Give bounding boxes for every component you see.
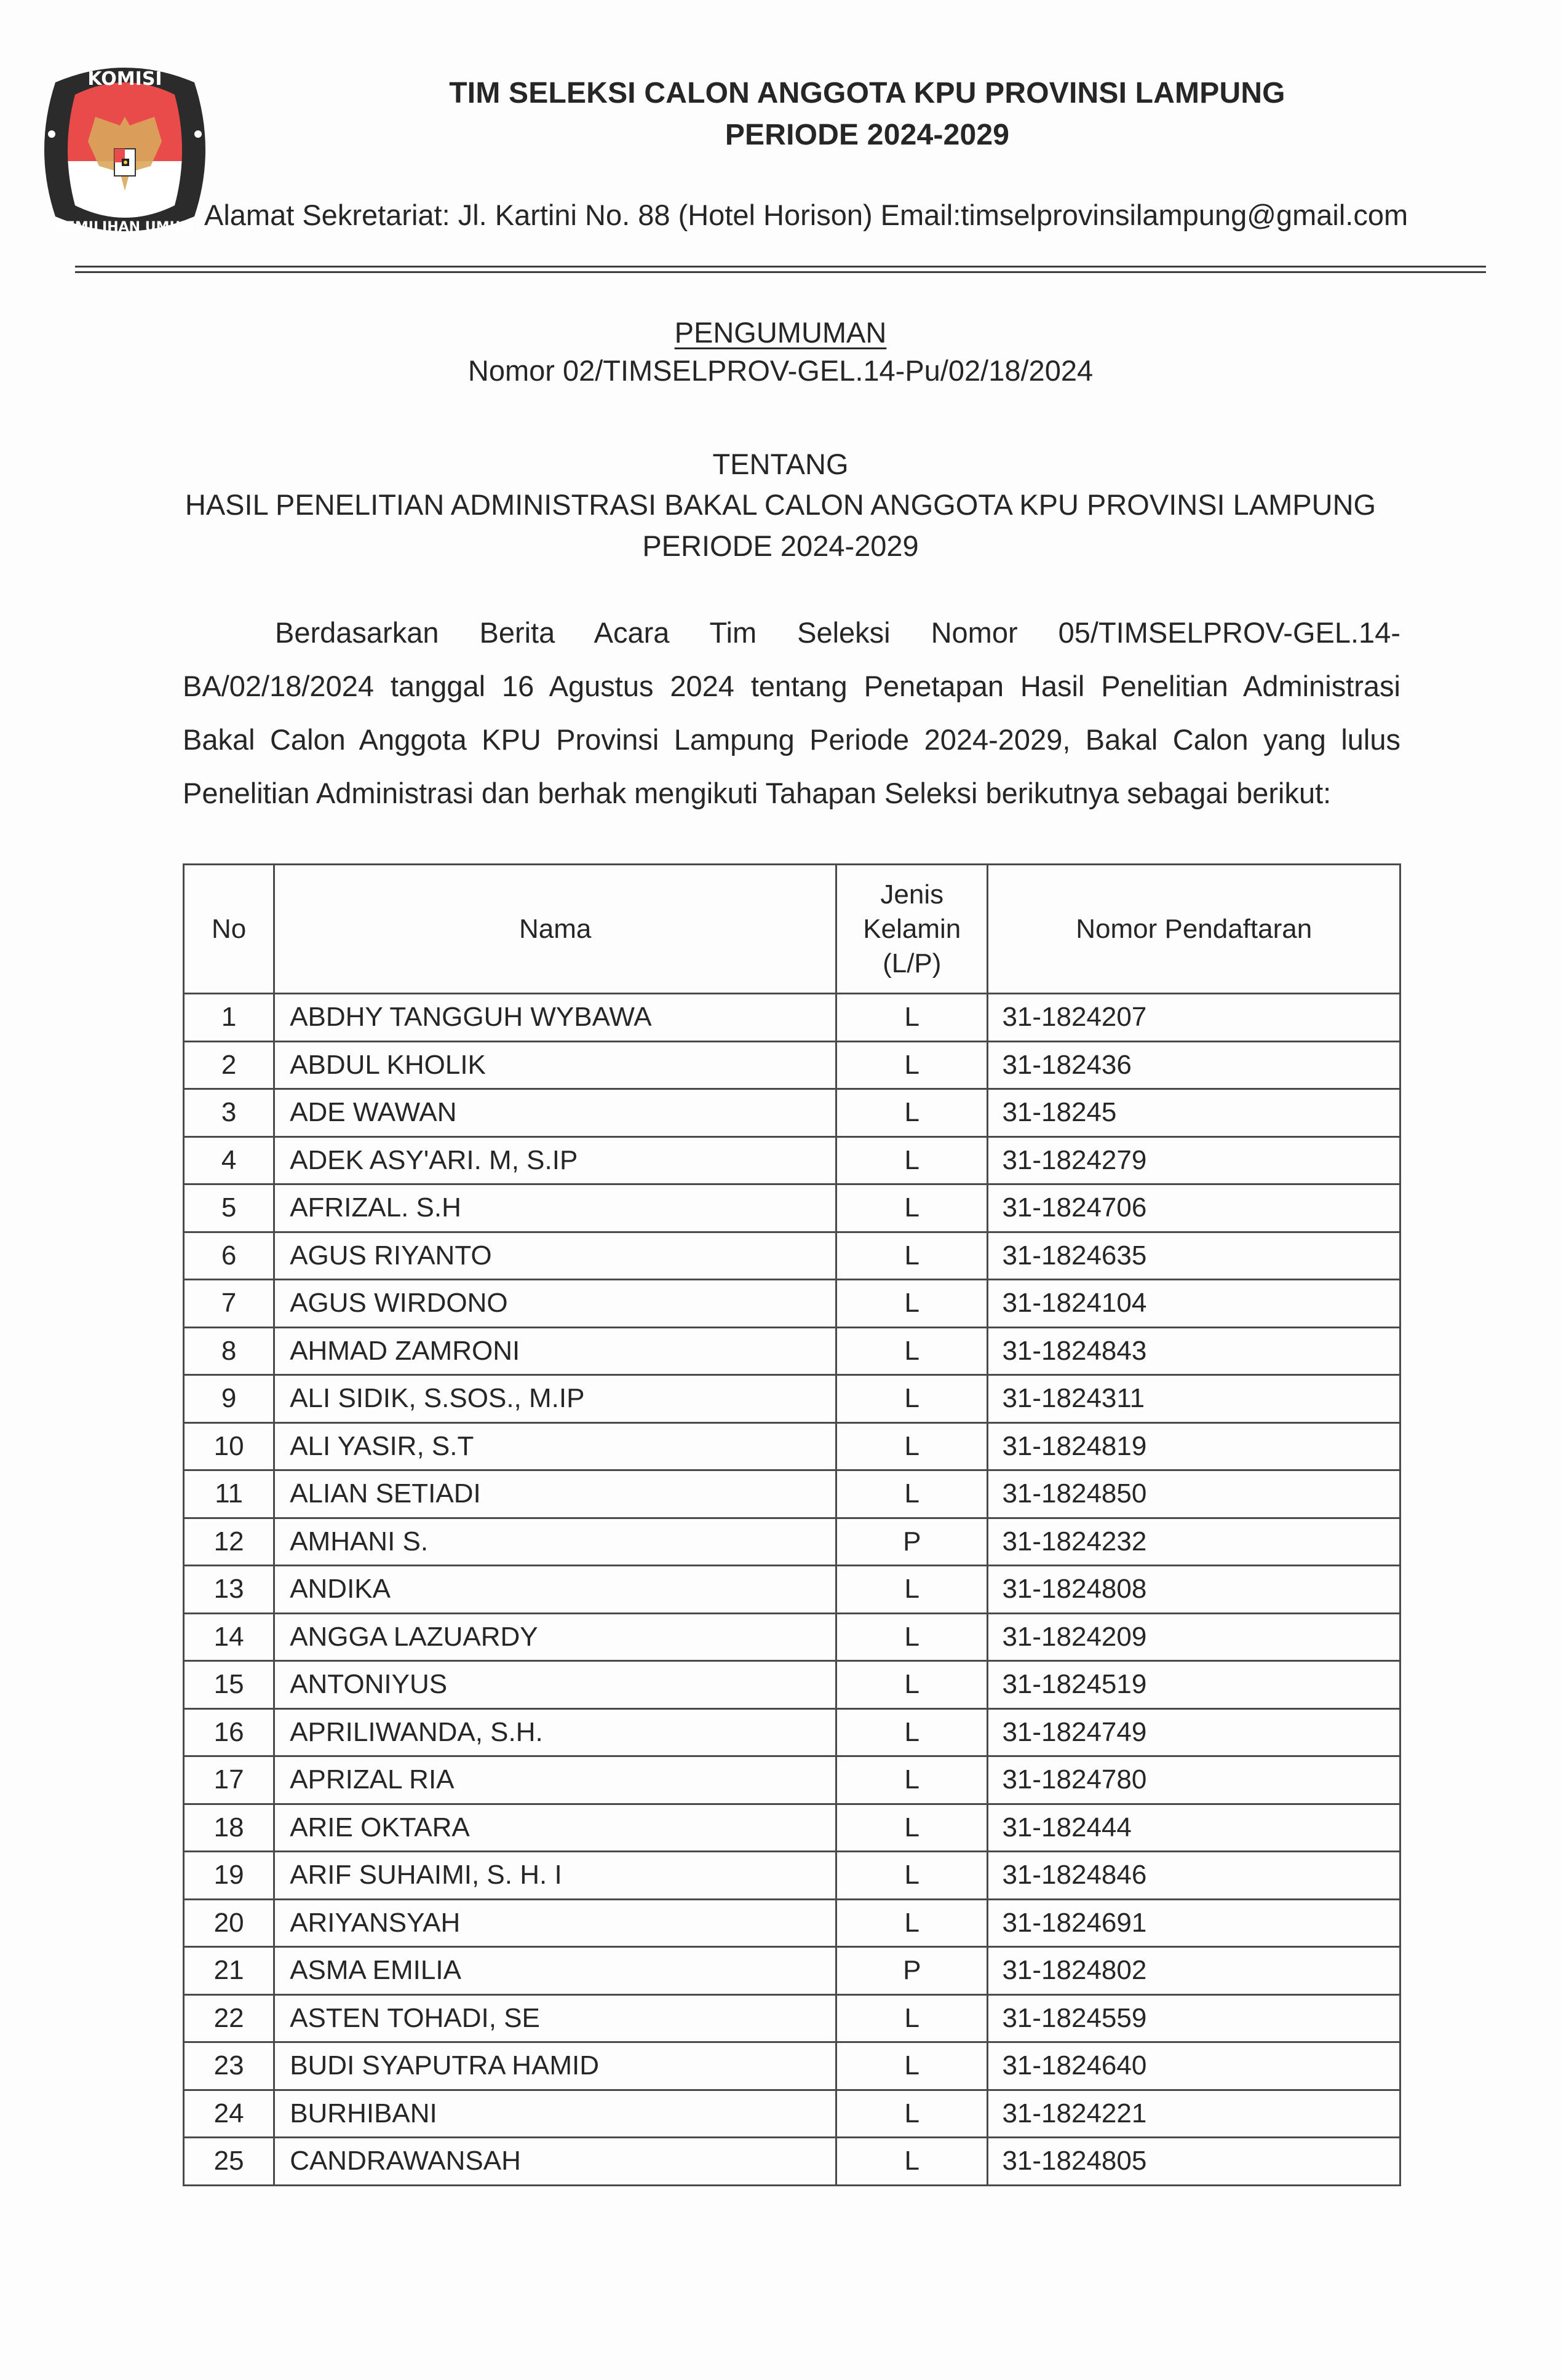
table-row	[184, 1232, 1400, 1280]
announcement-title: PENGUMUMAN	[674, 316, 887, 349]
table-row	[184, 1708, 1400, 1756]
registration-number: 31-18245	[988, 1089, 1400, 1137]
gender: L	[836, 1470, 988, 1518]
gender: L	[836, 2138, 988, 2186]
gender: L	[836, 994, 988, 1042]
gender: L	[836, 1089, 988, 1137]
gender: L	[836, 2042, 988, 2090]
table-row	[184, 1804, 1400, 1852]
registration-number: 31-1824706	[988, 1184, 1400, 1232]
row-number: 22	[184, 1994, 274, 2042]
candidate-name: APRIZAL RIA	[274, 1756, 836, 1804]
registration-number: 31-1824221	[988, 2090, 1400, 2138]
row-number: 24	[184, 2090, 274, 2138]
table-row	[184, 1375, 1400, 1423]
registration-number: 31-1824850	[988, 1470, 1400, 1518]
table-row	[184, 994, 1400, 1042]
announcement-subject: HASIL PENELITIAN ADMINISTRASI BAKAL CALON ANGGOTA KPU PROVINSI LAMPUNG	[185, 488, 1376, 521]
registration-number: 31-1824805	[988, 2138, 1400, 2186]
table-row	[184, 1470, 1400, 1518]
registration-number: 31-1824519	[988, 1661, 1400, 1709]
svg-text:KOMISI: KOMISI	[87, 68, 162, 90]
gender: L	[836, 1422, 988, 1470]
row-number: 2	[184, 1041, 274, 1089]
candidate-name: AFRIZAL. S.H	[274, 1184, 836, 1232]
candidate-name: BUDI SYAPUTRA HAMID	[274, 2042, 836, 2090]
registration-number: 31-1824279	[988, 1136, 1400, 1184]
gender: L	[836, 1852, 988, 1900]
candidate-name: ARIE OKTARA	[274, 1804, 836, 1852]
announcement-number: Nomor 02/TIMSELPROV-GEL.14-Pu/02/18/2024	[467, 354, 1094, 387]
gender: L	[836, 1232, 988, 1280]
gender: L	[836, 1184, 988, 1232]
column-header-nama: Nama	[274, 865, 836, 994]
table-row	[184, 1136, 1400, 1184]
registration-number: 31-182444	[988, 1804, 1400, 1852]
row-number: 16	[184, 1708, 274, 1756]
candidate-name: ABDUL KHOLIK	[274, 1041, 836, 1089]
candidate-name: ANDIKA	[274, 1566, 836, 1614]
gender: L	[836, 1756, 988, 1804]
candidates-table	[183, 863, 1401, 2186]
candidate-name: ABDHY TANGGUH WYBAWA	[274, 994, 836, 1042]
gender: L	[836, 1375, 988, 1423]
table-row	[184, 1852, 1400, 1900]
row-number: 5	[184, 1184, 274, 1232]
table-row	[184, 1422, 1400, 1470]
registration-number: 31-1824635	[988, 1232, 1400, 1280]
gender: L	[836, 1708, 988, 1756]
body-line: Penelitian Administrasi dan berhak mengikuti Tahapan Seleksi berikutnya sebagai berikut:	[183, 777, 1332, 809]
gender: L	[836, 1661, 988, 1709]
gender: L	[836, 1327, 988, 1375]
row-number: 10	[184, 1422, 274, 1470]
candidate-name: ANGGA LAZUARDY	[274, 1613, 836, 1661]
registration-number: 31-1824232	[988, 1518, 1400, 1566]
gender: L	[836, 1994, 988, 2042]
table-row	[184, 1661, 1400, 1709]
table-row	[184, 1947, 1400, 1995]
header-rule-top	[75, 266, 1486, 268]
body-line: Bakal Calon Anggota KPU Provinsi Lampung Periode 2024-2029, Bakal Calon yang lulus	[183, 723, 1400, 756]
body-paragraph	[183, 606, 1400, 820]
registration-number: 31-1824640	[988, 2042, 1400, 2090]
table-row	[184, 2090, 1400, 2138]
row-number: 3	[184, 1089, 274, 1137]
registration-number: 31-182436	[988, 1041, 1400, 1089]
row-number: 12	[184, 1518, 274, 1566]
candidate-name: ALI SIDIK, S.SOS., M.IP	[274, 1375, 836, 1423]
header-rule-bottom	[75, 271, 1486, 273]
table-row	[184, 1613, 1400, 1661]
registration-number: 31-1824802	[988, 1947, 1400, 1995]
row-number: 14	[184, 1613, 274, 1661]
table-row	[184, 1327, 1400, 1375]
registration-number: 31-1824209	[988, 1613, 1400, 1661]
gender: L	[836, 1041, 988, 1089]
registration-number: 31-1824843	[988, 1327, 1400, 1375]
gender: L	[836, 1136, 988, 1184]
gender: L	[836, 1899, 988, 1947]
row-number: 19	[184, 1852, 274, 1900]
candidate-name: BURHIBANI	[274, 2090, 836, 2138]
gender: P	[836, 1947, 988, 1995]
table-row	[184, 1899, 1400, 1947]
body-line: Berdasarkan Berita Acara Tim Seleksi Nomor 05/TIMSELPROV-GEL.14-	[275, 616, 1400, 649]
gender: L	[836, 2090, 988, 2138]
row-number: 6	[184, 1232, 274, 1280]
candidate-name: ALIAN SETIADI	[274, 1470, 836, 1518]
table-row	[184, 1184, 1400, 1232]
column-header-jenis-kelamin: Jenis Kelamin (L/P)	[836, 865, 988, 994]
row-number: 11	[184, 1470, 274, 1518]
secretariat-address: Alamat Sekretariat: Jl. Kartini No. 88 (Hotel Horison) Email:timselprovinsilampung@gmail.com	[204, 199, 1408, 231]
candidate-name: AGUS WIRDONO	[274, 1280, 836, 1328]
kpu-emblem-icon	[38, 58, 212, 240]
registration-number: 31-1824846	[988, 1852, 1400, 1900]
registration-number: 31-1824749	[988, 1708, 1400, 1756]
table-row	[184, 1041, 1400, 1089]
registration-number: 31-1824559	[988, 1994, 1400, 2042]
row-number: 15	[184, 1661, 274, 1709]
table-header-row	[184, 865, 1400, 994]
gender: L	[836, 1280, 988, 1328]
candidate-name: CANDRAWANSAH	[274, 2138, 836, 2186]
table-row	[184, 1566, 1400, 1614]
registration-number: 31-1824819	[988, 1422, 1400, 1470]
candidate-name: ASTEN TOHADI, SE	[274, 1994, 836, 2042]
table-row	[184, 1280, 1400, 1328]
candidate-name: ARIYANSYAH	[274, 1899, 836, 1947]
about-label: TENTANG	[712, 448, 849, 480]
gender: L	[836, 1613, 988, 1661]
table-row	[184, 1994, 1400, 2042]
row-number: 7	[184, 1280, 274, 1328]
gender: P	[836, 1518, 988, 1566]
candidate-name: ARIF SUHAIMI, S. H. I	[274, 1852, 836, 1900]
row-number: 17	[184, 1756, 274, 1804]
candidate-name: AHMAD ZAMRONI	[274, 1327, 836, 1375]
table-row	[184, 1756, 1400, 1804]
announcement-period: PERIODE 2024-2029	[642, 530, 919, 562]
candidate-name: ADEK ASY'ARI. M, S.IP	[274, 1136, 836, 1184]
row-number: 4	[184, 1136, 274, 1184]
org-title-line-1: TIM SELEKSI CALON ANGGOTA KPU PROVINSI LAMPUNG	[449, 77, 1285, 109]
row-number: 8	[184, 1327, 274, 1375]
kpu-logo	[38, 58, 212, 240]
gender: L	[836, 1804, 988, 1852]
row-number: 21	[184, 1947, 274, 1995]
candidate-name: ANTONIYUS	[274, 1661, 836, 1709]
candidate-name: APRILIWANDA, S.H.	[274, 1708, 836, 1756]
candidate-name: AMHANI S.	[274, 1518, 836, 1566]
registration-number: 31-1824780	[988, 1756, 1400, 1804]
candidate-name: ALI YASIR, S.T	[274, 1422, 836, 1470]
candidate-name: ASMA EMILIA	[274, 1947, 836, 1995]
row-number: 20	[184, 1899, 274, 1947]
registration-number: 31-1824104	[988, 1280, 1400, 1328]
candidate-name: AGUS RIYANTO	[274, 1232, 836, 1280]
org-title-line-2: PERIODE 2024-2029	[725, 119, 1010, 151]
registration-number: 31-1824311	[988, 1375, 1400, 1423]
gender: L	[836, 1566, 988, 1614]
table-row	[184, 1089, 1400, 1137]
organization-title	[258, 73, 1476, 156]
registration-number: 31-1824808	[988, 1566, 1400, 1614]
registration-number: 31-1824207	[988, 994, 1400, 1042]
row-number: 1	[184, 994, 274, 1042]
column-header-nomor-pendaftaran: Nomor Pendaftaran	[988, 865, 1400, 994]
row-number: 23	[184, 2042, 274, 2090]
column-header-no: No	[184, 865, 274, 994]
row-number: 13	[184, 1566, 274, 1614]
candidate-name: ADE WAWAN	[274, 1089, 836, 1137]
row-number: 18	[184, 1804, 274, 1852]
row-number: 9	[184, 1375, 274, 1423]
svg-text:PEMILIHAN UMUM: PEMILIHAN UMUM	[55, 220, 194, 235]
row-number: 25	[184, 2138, 274, 2186]
registration-number: 31-1824691	[988, 1899, 1400, 1947]
table-row	[184, 1518, 1400, 1566]
table-row	[184, 2042, 1400, 2090]
body-line: BA/02/18/2024 tanggal 16 Agustus 2024 tentang Penetapan Hasil Penelitian Administrasi	[183, 670, 1400, 702]
table-row	[184, 2138, 1400, 2186]
